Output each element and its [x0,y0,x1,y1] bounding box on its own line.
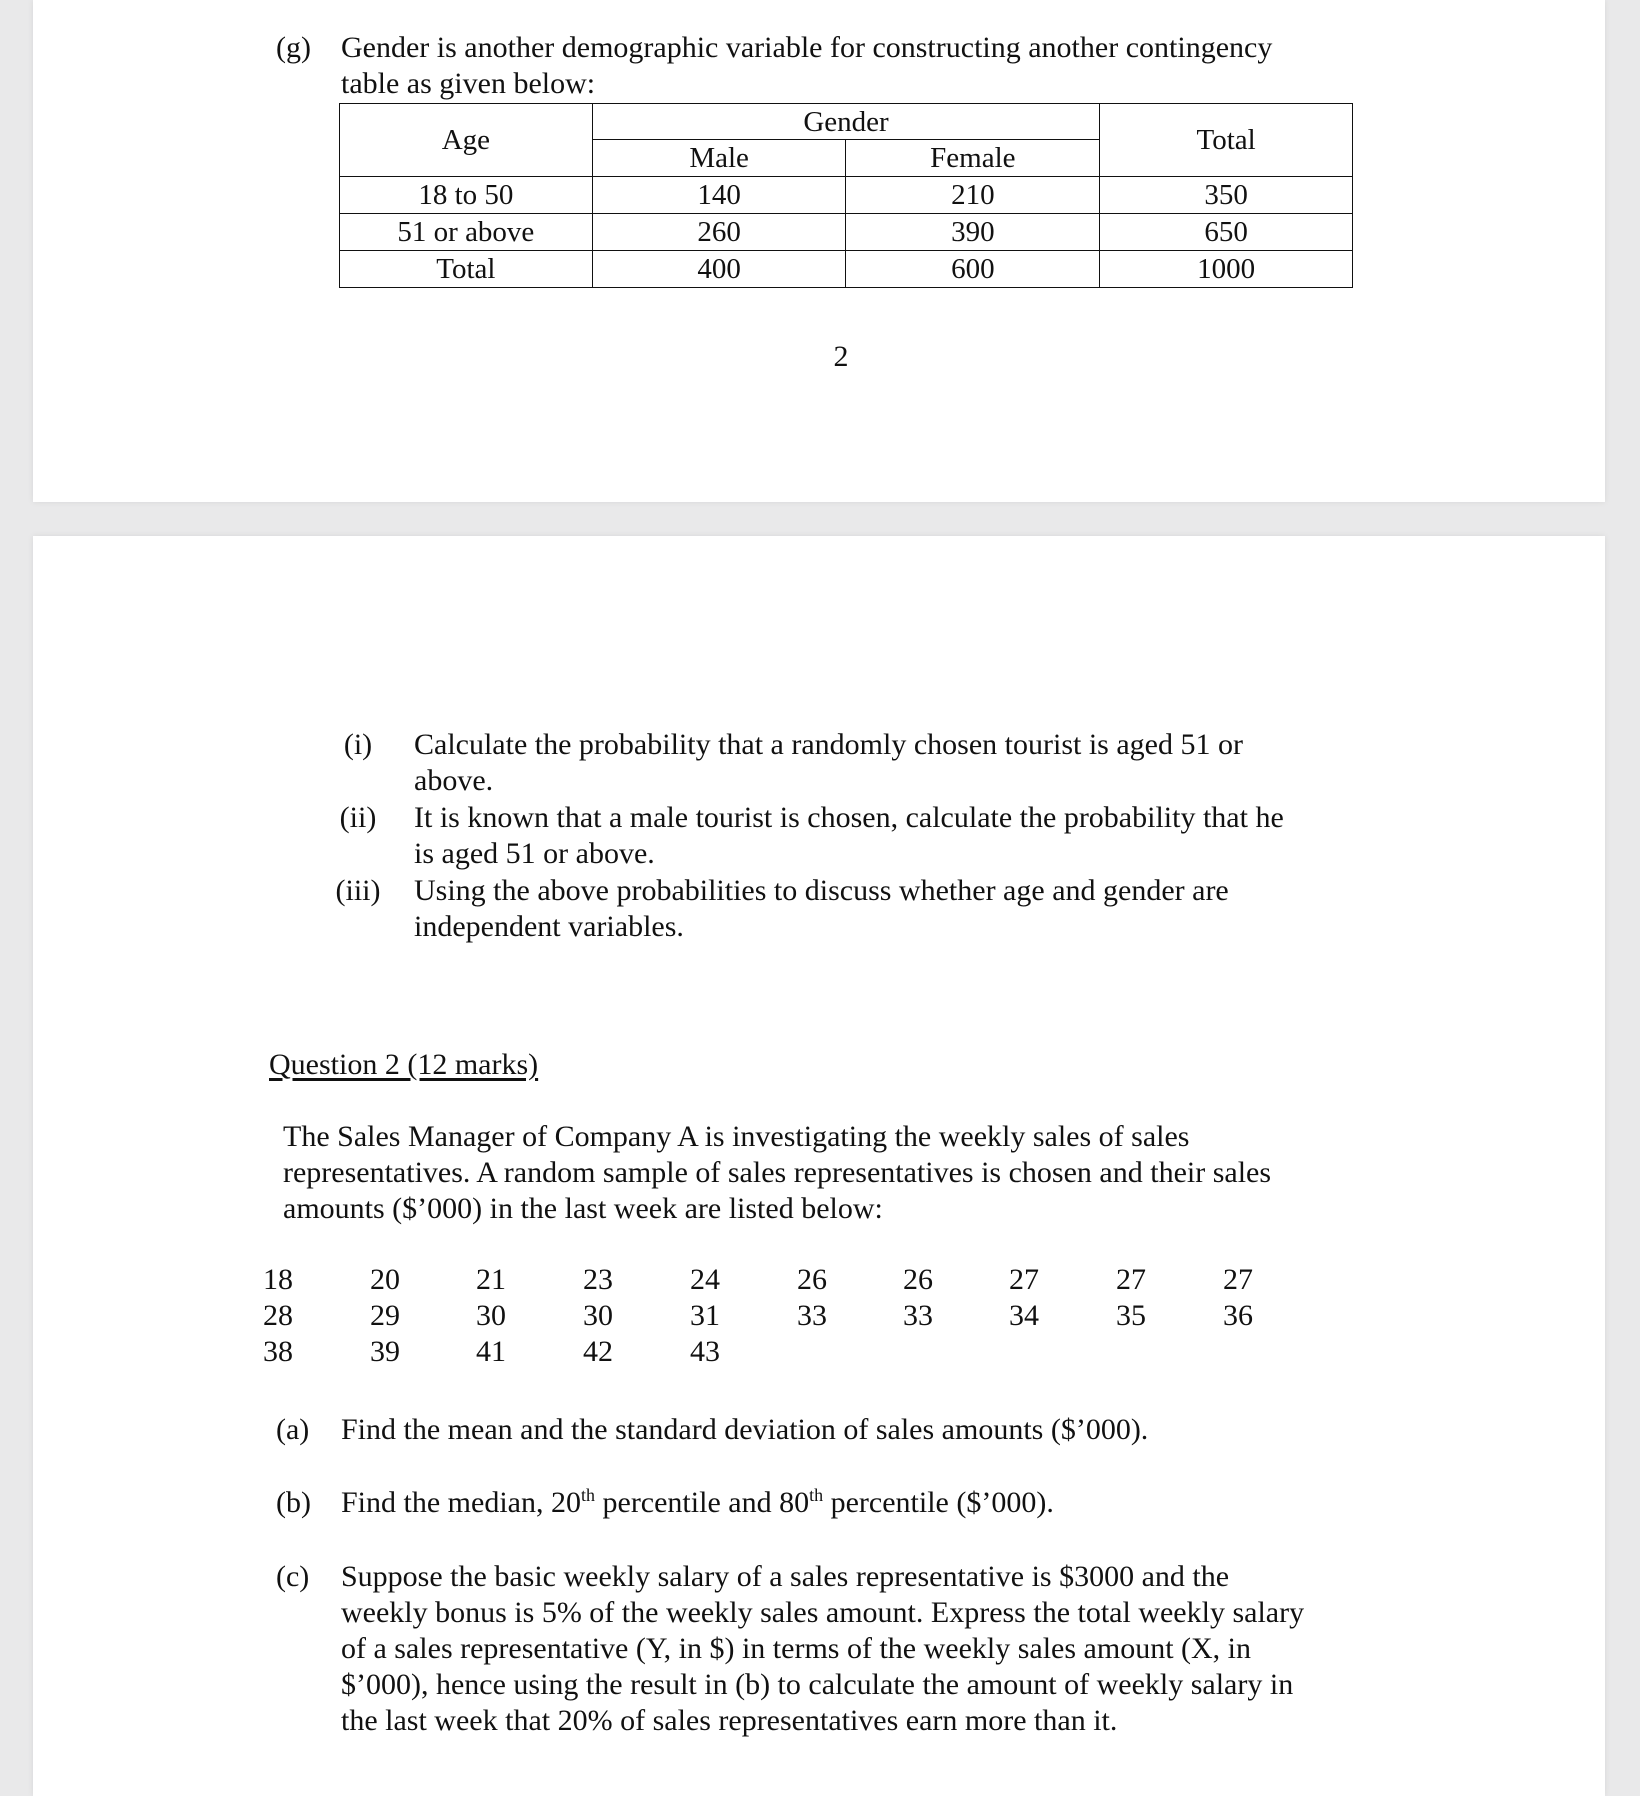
document-page-1 [33,0,1605,502]
sales-value: 26 [903,1263,933,1296]
subq-line2: is aged 51 or above. [414,837,655,870]
sales-value: 30 [583,1299,613,1332]
item-g-line2: table as given below: [341,67,596,100]
sales-value: 31 [690,1299,720,1332]
sales-row [248,1298,1344,1334]
sales-value: 24 [690,1263,720,1296]
table-row [340,177,1353,214]
contingency-table [339,103,1353,288]
part-a-label: (a) [276,1413,310,1446]
question-2-title: Question 2 (12 marks) [269,1048,539,1081]
female-cell: 210 [846,177,1100,214]
part-c-label: (c) [276,1560,310,1593]
sales-value: 41 [476,1335,506,1368]
subq-label: (iii) [335,874,381,907]
row-label: Total [340,251,593,288]
female-cell: 600 [846,251,1100,288]
subq-line1: It is known that a male tourist is chosen, calculate the probability that he [414,801,1284,834]
total-header: Total [1100,104,1353,177]
sales-value: 42 [583,1335,613,1368]
male-cell: 140 [592,177,846,214]
part-c-line1: Suppose the basic weekly salary of a sales representative is $3000 and the [341,1560,1230,1593]
subq-line1: Using the above probabilities to discuss whether age and gender are [414,874,1229,907]
table-row [340,251,1353,288]
total-cell: 350 [1100,177,1353,214]
subq-line2: independent variables. [414,910,684,943]
sales-value: 27 [1223,1263,1253,1296]
male-cell: 260 [592,214,846,251]
sales-value: 23 [583,1263,613,1296]
subq-label: (ii) [339,801,377,834]
document-page-2 [33,536,1605,1796]
sales-value: 27 [1116,1263,1146,1296]
sales-row [248,1334,1344,1370]
table-row [340,214,1353,251]
intro-line1: The Sales Manager of Company A is investigating the weekly sales of sales [283,1120,1190,1153]
sales-value: 29 [370,1299,400,1332]
intro-line3: amounts ($’000) in the last week are listed below: [283,1192,883,1225]
sales-value: 34 [1009,1299,1039,1332]
sales-value: 27 [1009,1263,1039,1296]
sales-value: 33 [903,1299,933,1332]
sales-value: 21 [476,1263,506,1296]
part-b-text: Find the median, 20th percentile and 80th percentile ($’000). [341,1485,1054,1519]
gender-header: Gender [592,104,1100,140]
sales-value: 30 [476,1299,506,1332]
row-label: 18 to 50 [340,177,593,214]
sales-value: 43 [690,1335,720,1368]
intro-line2: representatives. A random sample of sales representatives is chosen and their sales [283,1156,1272,1189]
male-header: Male [592,140,846,177]
sales-row [248,1262,1344,1298]
sales-value: 28 [263,1299,293,1332]
part-a-text: Find the mean and the standard deviation of sales amounts ($’000). [341,1413,1149,1446]
female-cell: 390 [846,214,1100,251]
total-cell: 1000 [1100,251,1353,288]
row-label: 51 or above [340,214,593,251]
subq-line1: Calculate the probability that a randomly chosen tourist is aged 51 or [414,728,1243,761]
part-c-line5: the last week that 20% of sales representatives earn more than it. [341,1704,1118,1737]
part-c-line2: weekly bonus is 5% of the weekly sales amount. Express the total weekly salary [341,1596,1305,1629]
sales-value: 38 [263,1335,293,1368]
sales-value: 35 [1116,1299,1146,1332]
total-cell: 650 [1100,214,1353,251]
part-c-line3: of a sales representative (Y, in $) in terms of the weekly sales amount (X, in [341,1632,1252,1665]
sales-value: 39 [370,1335,400,1368]
page-number: 2 [833,340,849,373]
subq-line2: above. [414,764,494,797]
item-g-line1: Gender is another demographic variable for constructing another contingency [341,31,1273,64]
sales-value: 26 [797,1263,827,1296]
item-g-label: (g) [276,31,311,64]
subq-label: (i) [343,728,373,761]
age-header: Age [340,104,593,177]
sales-value: 20 [370,1263,400,1296]
part-b-label: (b) [276,1486,311,1519]
sales-value: 18 [263,1263,293,1296]
female-header: Female [846,140,1100,177]
sales-value: 33 [797,1299,827,1332]
sales-value: 36 [1223,1299,1253,1332]
sales-data-grid [248,1262,1344,1370]
part-c-line4: $’000), hence using the result in (b) to calculate the amount of weekly salary in [341,1668,1294,1701]
male-cell: 400 [592,251,846,288]
